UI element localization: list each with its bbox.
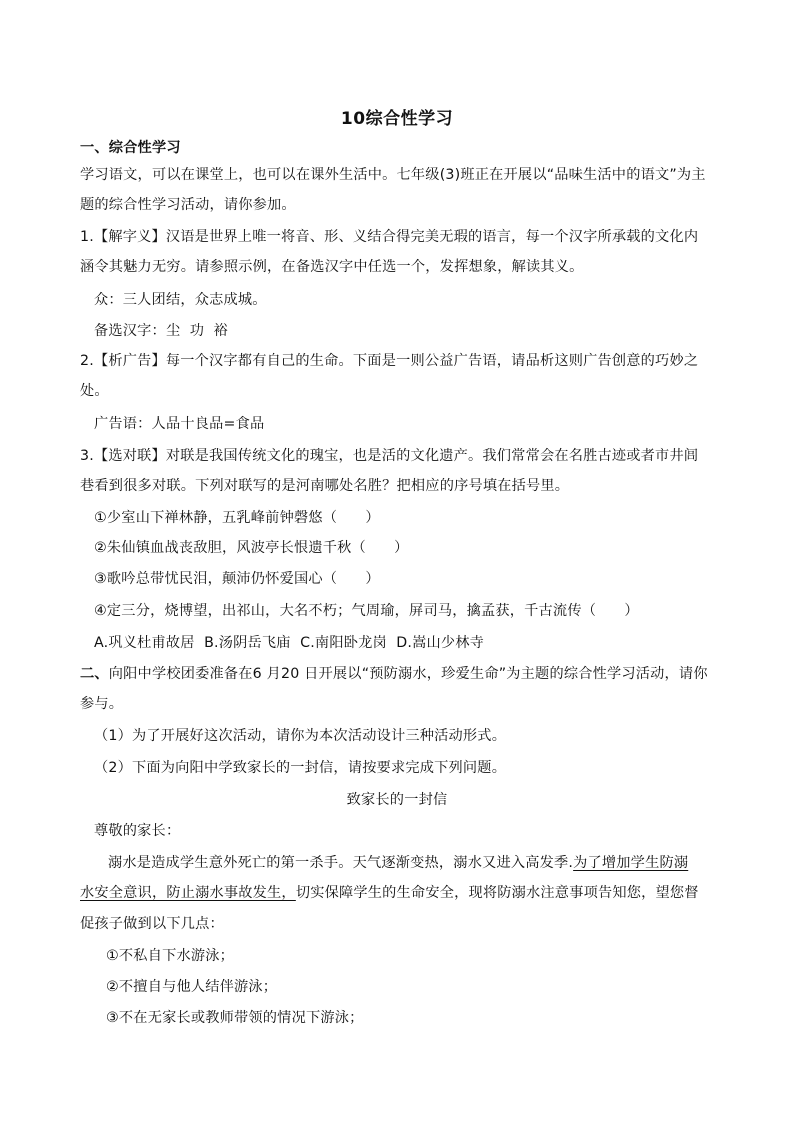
rule-item: ②不擅自与他人结伴游泳； [106, 979, 278, 995]
question2-line1: 2.【析广告】每一个汉字都有自己的生命。下面是一则公益广告语，请品析这则广告创意的巧妙之 [80, 353, 699, 369]
letter-paragraph-line2 [80, 883, 720, 903]
letter-title: 致家长的一封信 [346, 792, 448, 808]
question1-line2: 涵令其魅力无穷。请参照示例，在备选汉字中任选一个，发挥想象，解读其义。 [80, 259, 584, 275]
question1-options: 备选汉字：尘 功 裕 [94, 323, 228, 339]
couplet-item: ④定三分，烧博望，出祁山，大名不朽；气周瑜，屏司马，擒孟获，千古流传（ ） [94, 603, 639, 619]
section1-intro-line1: 学习语文，可以在课堂上，也可以在课外生活中。七年级(3)班正在开展以“品味生活中的语文”为主 [80, 167, 706, 183]
rule-item: ③不在无家长或教师带领的情况下游泳； [106, 1010, 364, 1026]
section2-heading: 二、 [80, 666, 109, 682]
underlined-sentence: 水安全意识，防止溺水事故发生， [80, 885, 296, 901]
question1-line1: 1.【解字义】汉语是世界上唯一将音、形、义结合得完美无瑕的语言，每一个汉字所承载的文化内 [80, 229, 699, 245]
document-title: 10综合性学习 [340, 109, 454, 129]
section1-intro-line2: 题的综合性学习活动，请你参加。 [80, 197, 296, 213]
letter-salutation: 尊敬的家长： [94, 823, 181, 839]
couplet-item: ①少室山下禅林静，五乳峰前钟磬悠（ ） [94, 510, 380, 526]
section2-intro-text: 向阳中学校团委准备在6 月20 日开展以“预防溺水，珍爱生命”为主题的综合性学习活动，请你 [108, 666, 708, 682]
couplet-item: ③歌吟总带忧民泪，颠沛仍怀爱国心（ ） [94, 571, 380, 587]
section2-intro-line1 [80, 664, 720, 684]
letter-paragraph-line1 [108, 853, 720, 873]
subquestion-1: （1）为了开展好这次活动，请你为本次活动设计三种活动形式。 [94, 728, 507, 744]
section2-intro-line2: 参与。 [80, 696, 124, 712]
answer-choices: A.巩义杜甫故居 B.汤阴岳飞庙 C.南阳卧龙岗 D.嵩山少林寺 [94, 635, 485, 651]
subquestion-2: （2）下面为向阳中学致家长的一封信，请按要求完成下列问题。 [94, 760, 507, 776]
couplet-item: ②朱仙镇血战丧敌胆，风波亭长恨遗千秋（ ） [94, 540, 409, 556]
question2-ad: 广告语：人品十良品=食品 [94, 416, 265, 432]
section1-heading: 一、综合性学习 [80, 140, 181, 156]
rule-item: ①不私自下水游泳； [106, 948, 235, 964]
question1-example: 众：三人团结，众志成城。 [94, 292, 267, 308]
letter-paragraph-line3: 促孩子做到以下几点： [80, 916, 224, 932]
question3-line2: 巷看到很多对联。下列对联写的是河南哪处名胜？把相应的序号填在括号里。 [80, 478, 570, 494]
letter-text: 溺水是造成学生意外死亡的第一杀手。天气逐渐变热，溺水又进入高发季. [108, 855, 574, 871]
letter-text: 切实保障学生的生命安全，现将防溺水注意事项告知您，望您督 [295, 885, 699, 901]
underlined-sentence: 为了增加学生防溺 [573, 855, 689, 871]
question2-line2: 处。 [80, 383, 109, 399]
question3-line1: 3.【选对联】对联是我国传统文化的瑰宝，也是活的文化遗产。我们常常会在名胜古迹或者市井闾 [80, 448, 699, 464]
